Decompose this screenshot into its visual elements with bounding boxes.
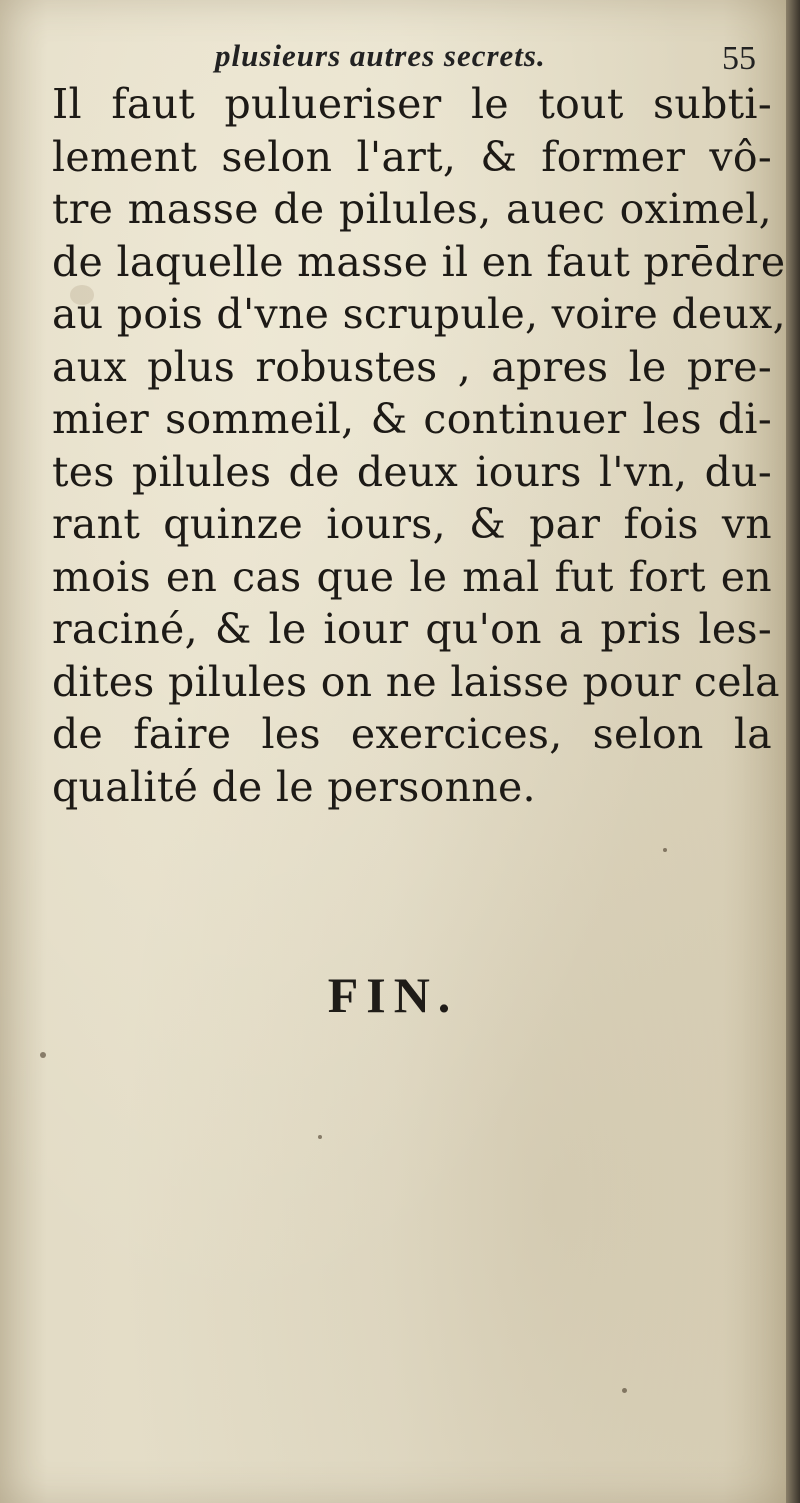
body-text [52,78,786,813]
text-line: raciné, & le iour qu'on a pris les- [52,605,772,653]
text-line: au pois d'vne scrupule, voire deux, [52,290,786,338]
page-edge [786,0,800,1503]
text-line: Il faut pulueriser le tout subti- [52,80,772,128]
paper-speck [318,1135,322,1139]
running-head: plusieurs autres secrets. [215,38,546,73]
paper-stain [70,285,94,305]
text-line: qualité de le personne. [52,762,536,811]
closing-word: FIN. [327,967,459,1023]
text-line: tes pilules de deux iours l'vn, du- [52,447,772,496]
text-line: de laquelle masse il en faut prēdre [52,237,786,286]
text-line: dites pilules on ne laisse pour cela [52,657,780,706]
text-line: de faire les exercices, selon la [52,710,772,758]
text-line: mier sommeil, & continuer les di- [52,395,772,443]
text-line: tre masse de pilules, auec oximel, [52,185,772,233]
text-line: lement selon l'art, & former vô- [52,132,772,181]
paper-speck [40,1052,46,1058]
paper-speck [663,848,667,852]
page-number: 55 [722,40,756,77]
text-line: rant quinze iours, & par fois vn [52,500,772,548]
text-line: mois en cas que le mal fut fort en [52,552,772,601]
paper-speck [622,1388,627,1393]
text-line: aux plus robustes , apres le pre- [52,342,772,391]
